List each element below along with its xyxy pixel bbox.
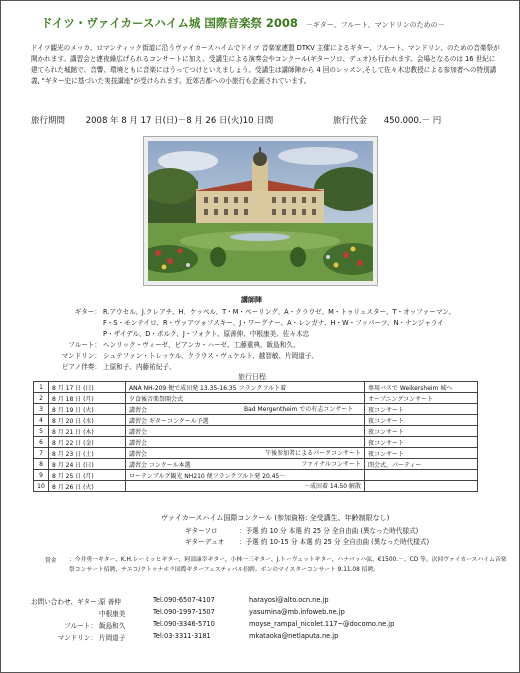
faculty-mandolin-line: シュテファン・トレッケル、クラウス・ヴュケルト、越智敏、片岡道子、: [103, 352, 319, 360]
schedule-day-number: 9: [34, 470, 49, 481]
faculty-label-guitar: ギター：: [74, 308, 101, 316]
contact-label-mandolin: マンドリン：: [57, 634, 97, 642]
contact-name-4: 片岡道子: [99, 634, 126, 642]
schedule-activity-main: 講習会: [129, 428, 148, 436]
schedule-date: 8 月 19 日 (火): [49, 404, 126, 415]
schedule-date: 8 月 23 日 (土): [49, 448, 126, 459]
schedule-activity-main: 講習会: [129, 450, 148, 458]
contact-name-3: 飯島和久: [99, 622, 126, 630]
contact-name-2: 中根康美: [99, 610, 126, 618]
schedule-activity: [126, 426, 365, 437]
contact-email-3[interactable]: moyse_rampal_nicolet.117~@docomo.ne.jp: [249, 620, 395, 628]
schedule-activity: [126, 382, 365, 393]
schedule-note: 夜コンサート: [365, 415, 478, 426]
contact-email-1[interactable]: harayosi@alto.ocn.ne.jp: [249, 596, 329, 604]
schedule-activity-main: 講習会: [129, 439, 148, 447]
faculty-label-mandolin: マンドリン：: [61, 352, 101, 360]
schedule-date: 8 月 18 日 (月): [49, 393, 126, 404]
faculty-guitar-line-2: F・S・モンテイロ、R・ヴァアツォフスキー、J・ワーグナー、A・レンガナ、H・W・フッパーツ、N・ナンジャライ: [103, 319, 444, 327]
schedule-day-number: 3: [34, 404, 49, 415]
schedule-activity: [126, 470, 365, 481]
schedule-title: 旅行日程: [238, 373, 266, 381]
faculty-label-piano: ピアノ伴奏：: [61, 363, 101, 371]
page-title: [41, 15, 445, 31]
schedule-day-number: 7: [34, 448, 49, 459]
schedule-day-number: 6: [34, 437, 49, 448]
schedule-row: [34, 448, 478, 459]
castle-photo: [144, 137, 377, 285]
competition-title: ヴァイカースハイム国際コンクール (参加資格: 全受講生、年齢制限なし): [161, 514, 390, 522]
competition-duo-label: ギターデュオ: [185, 538, 225, 546]
schedule-row: [34, 426, 478, 437]
contact-label-flute: フルート：: [64, 622, 97, 630]
contact-name-1: 原 善伸: [99, 598, 121, 606]
schedule-activity: [126, 404, 365, 415]
schedule-day-number: 1: [34, 382, 49, 393]
schedule-date: 8 月 24 日 (日): [49, 459, 126, 470]
schedule-note: オープニングコンサート: [365, 393, 478, 404]
faculty-title: 講師陣: [241, 296, 262, 304]
faculty-piano-line: 上原和子、内藤祐紀子、: [103, 363, 176, 371]
schedule-activity: [126, 459, 365, 470]
title-subtitle: －ギター、フルート、マンドリンのための－: [305, 21, 445, 29]
schedule-activity-main: ローテンブルグ観光 NH210 便フランクフルト発 20.45－: [129, 472, 286, 480]
schedule-activity: [126, 393, 365, 404]
schedule-activity-main: 夕食後音楽祭開会式: [129, 395, 184, 403]
schedule-note: [365, 481, 478, 492]
price-value: 450.000.－ 円: [383, 116, 442, 126]
period-label: 旅行期間: [31, 116, 66, 126]
schedule-note: [365, 470, 478, 481]
schedule-note: 閉会式、パーティー: [365, 459, 478, 470]
schedule-activity-middle: Bad Mergentheim での有志コンサート: [244, 406, 354, 413]
schedule-day-number: 5: [34, 426, 49, 437]
trip-price: [333, 114, 441, 126]
schedule-date: 8 月 21 日 (木): [49, 426, 126, 437]
schedule-row: [34, 404, 478, 415]
schedule-row: [34, 415, 478, 426]
castle-garden-illustration: [148, 141, 373, 281]
schedule-activity-right: ファイナルコンサート: [301, 461, 361, 468]
schedule-day-number: 4: [34, 415, 49, 426]
faculty-guitar-line-3: P・ザイデル、D・ポルク、J・フォクト、原善伸、中根康美、佐々木忠: [103, 330, 310, 338]
schedule-activity-main: 講習会 ギターコンクール予選: [129, 417, 209, 425]
schedule-note: 専用バスで Weikersheim 城へ: [365, 382, 478, 393]
schedule-activity: [126, 448, 365, 459]
schedule-activity: [126, 437, 365, 448]
trip-period: [31, 114, 273, 126]
schedule-row: [34, 393, 478, 404]
schedule-date: 8 月 26 日 (火): [49, 481, 126, 492]
schedule-note: 夜コンサート: [365, 426, 478, 437]
faculty-flute-line: ヘンリック・ヴィーゼ、ビアンカ・ハーゼ、工藤重典、飯島和久、: [103, 341, 300, 349]
schedule-day-number: 2: [34, 393, 49, 404]
schedule-row: [34, 481, 478, 492]
contact-email-2[interactable]: yasumina@mb.infoweb.ne.jp: [249, 608, 345, 616]
competition-solo-label: ギターソロ: [185, 527, 218, 535]
schedule-date: 8 月 20 日 (水): [49, 415, 126, 426]
competition-duo-value: ：予選 約 10-15 分 本選 約 25 分 全自由曲 (異なった時代様式): [239, 538, 430, 546]
schedule-table: [33, 381, 478, 492]
schedule-note: 夜コンサート: [365, 404, 478, 415]
schedule-date: 8 月 25 日 (月): [49, 470, 126, 481]
schedule-activity-main: ANA NH-209 便で成田発 13.35-16.35 フランクフルト着: [129, 384, 287, 392]
schedule-activity-main: 講習会 コンクール本選: [129, 461, 191, 469]
contact-email-4[interactable]: mkataoka@netlaputa.ne.jp: [249, 632, 339, 640]
faculty-label-flute: フルート：: [68, 341, 101, 349]
schedule-date: 8 月 17 日 (日): [49, 382, 126, 393]
schedule-row: [34, 470, 478, 481]
contact-tel-4: Tel:03-3311-3181: [153, 632, 211, 640]
intro-paragraph: ドイツ観光のメッカ、ロマンティック街道に沿うヴァイカースハイムでドイツ 音楽家連盟 DTKV 主催によるギター、フルート、マンドリン、のための音楽祭が開かれます。講習会と連夜繰広げられるコンサートに加え、受講生による演奏会やコンクール(ギターソロ、デュオ)も行われます。会場となるのは 16 世紀に建てられた城館で、音響、環境ともに音楽にはうってつけといえましょう。受講生は講師陣から 4 回のレッスン,そして佐々木忠教授による参加者への特別講義, "ギター史に基づいた実技講座"が受けられます。近郊古都への小旅行も企画されています。: [31, 44, 500, 85]
contact-tel-3: Tel.090-3346-5710: [153, 620, 215, 628]
competition-solo-value: ：予選 約 10 分 本選 約 25 分 全自由曲 (異なった時代様式): [239, 527, 419, 535]
schedule-day-number: 8: [34, 459, 49, 470]
schedule-activity: [126, 415, 365, 426]
schedule-activity-main: 講習会: [129, 406, 148, 414]
prize-label: 賞金: [45, 558, 57, 564]
contact-intro: お問い合わせ、ギター：: [31, 598, 104, 606]
schedule-activity-right: －成田着 14.50 解散: [304, 483, 361, 490]
contact-tel-1: Tel.090-6507-4107: [153, 596, 215, 604]
price-label: 旅行代金: [333, 116, 368, 126]
schedule-row: [34, 382, 478, 393]
period-value: 2008 年 8 月 17 日(日)－8 月 26 日(火)10 日間: [85, 116, 274, 126]
contact-tel-2: Tel.090-1997-1507: [153, 608, 215, 616]
schedule-note: 夜コンサート: [365, 437, 478, 448]
schedule-date: 8 月 22 日 (金): [49, 437, 126, 448]
faculty-guitar-line-1: R.アウセル、J.クレアチ、H．ケッペル、T・M・ペーリング、A・クラウゼ、M・トゥリュスター、T・オッファーマン、: [103, 308, 456, 316]
schedule-activity: [126, 481, 365, 492]
title-main: ドイツ・ヴァイカースハイム城 国際音楽祭 2008: [41, 16, 298, 30]
schedule-row: [34, 437, 478, 448]
schedule-day-number: 10: [34, 481, 49, 492]
schedule-note: 夜コンサート: [365, 448, 478, 459]
schedule-activity-right: 午後参加者によるパークコンサート: [265, 450, 361, 457]
schedule-row: [34, 459, 478, 470]
prize-text: ：今井勇一ギター、K.H.レーミッヒギター、阿部康幸ギター、小林一三ギター、J.トーヴェットギター、ハナバッハ弦、€1500.－、CD 等。次回ヴァイカースハイム音楽祭コンサート招聘、チエコ/クトゥナホラ国際ギターフェスティバル招聘。ボンのマイスターコンサート 9.11.08 招聘。: [69, 557, 507, 573]
